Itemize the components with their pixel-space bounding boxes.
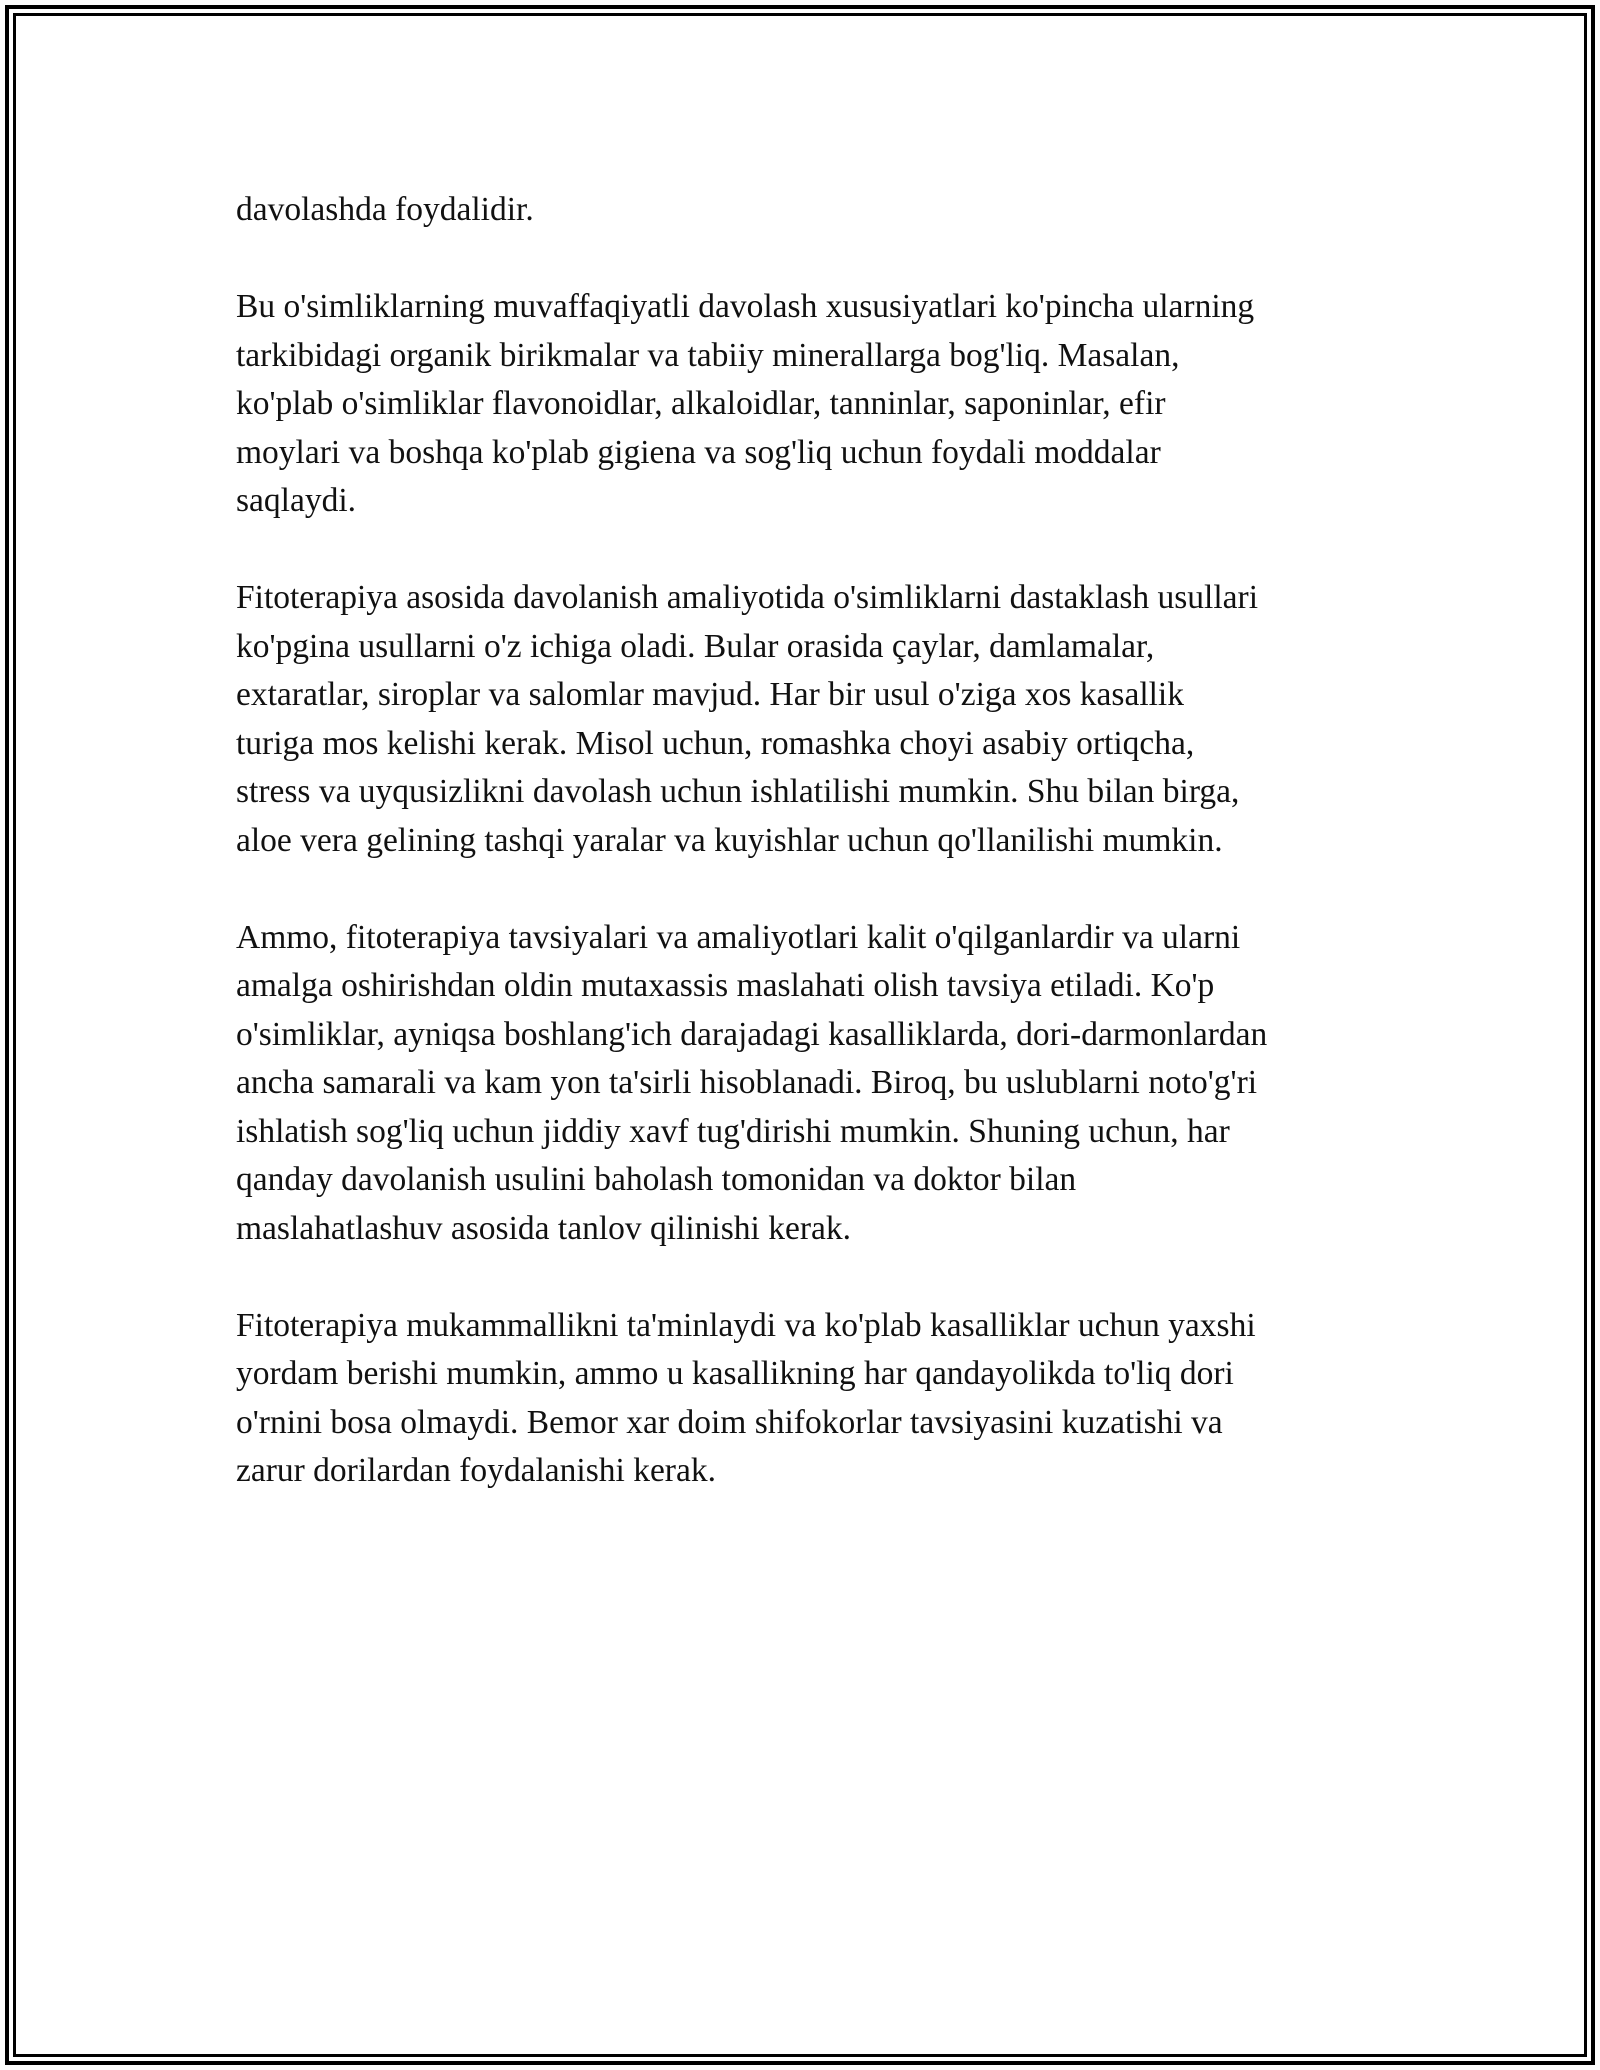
text-line: tarkibidagi organik birikmalar va tabiiy minerallarga bog'liq. Masalan, bbox=[236, 336, 1180, 374]
text-line: moylari va boshqa ko'plab gigiena va sog'liq uchun foydali moddalar bbox=[236, 433, 1161, 471]
text-line: ancha samarali va kam yon ta'sirli hisoblanadi. Biroq, bu uslublarni noto'g'ri bbox=[236, 1064, 1258, 1101]
document-body bbox=[236, 186, 1381, 1544]
text-line: Bu o'simliklarning muvaffaqiyatli davolash xususiyatlari ko'pincha ularning bbox=[236, 288, 1255, 325]
paragraph bbox=[236, 283, 1381, 526]
text-line: ishlatish sog'liq uchun jiddiy xavf tug'dirishi mumkin. Shuning uchun, har bbox=[236, 1112, 1230, 1150]
text-line: yordam berishi mumkin, ammo u kasallikning har qandayolikda to'liq dori bbox=[236, 1355, 1234, 1392]
text-line: qanday davolanish usulini baholash tomonidan va doktor bilan bbox=[236, 1161, 1077, 1198]
text-line: Ammo, fitoterapiya tavsiyalari va amaliyotlari kalit o'qilganlardir va ularni bbox=[236, 918, 1241, 956]
text-line: maslahatlashuv asosida tanlov qilinishi kerak. bbox=[236, 1209, 851, 1247]
text-line: ko'plab o'simliklar flavonoidlar, alkaloidlar, tanninlar, saponinlar, efir bbox=[236, 385, 1166, 422]
text-line: ko'pgina usullarni o'z ichiga oladi. Bular orasida çaylar, damlamalar, bbox=[236, 627, 1155, 665]
text-line: extaratlar, siroplar va salomlar mavjud. Har bir usul o'ziga xos kasallik bbox=[236, 676, 1184, 713]
text-line: o'rnini bosa olmaydi. Bemor xar doim shifokorlar tavsiyasini kuzatishi va bbox=[236, 1403, 1223, 1441]
paragraph bbox=[236, 1302, 1381, 1496]
paragraph bbox=[236, 186, 1381, 235]
text-line: aloe vera gelining tashqi yaralar va kuyishlar uchun qo'llanilishi mumkin. bbox=[236, 821, 1223, 859]
text-line: Fitoterapiya mukammallikni ta'minlaydi va ko'plab kasalliklar uchun yaxshi bbox=[236, 1306, 1256, 1344]
paragraph bbox=[236, 914, 1381, 1254]
text-line: zarur dorilardan foydalanishi kerak. bbox=[236, 1452, 716, 1489]
paragraph bbox=[236, 574, 1381, 865]
text-line: stress va uyqusizlikni davolash uchun ishlatilishi mumkin. Shu bilan birga, bbox=[236, 773, 1240, 810]
text-line: davolashda foydalidir. bbox=[236, 191, 534, 228]
text-line: o'simliklar, ayniqsa boshlang'ich darajadagi kasalliklarda, dori-darmonlardan bbox=[236, 1015, 1268, 1053]
text-line: turiga mos kelishi kerak. Misol uchun, romashka choyi asabiy ortiqcha, bbox=[236, 724, 1195, 762]
text-line: Fitoterapiya asosida davolanish amaliyotida o'simliklarni dastaklash usullari bbox=[236, 579, 1258, 616]
text-line: saqlaydi. bbox=[236, 482, 357, 519]
text-line: amalga oshirishdan oldin mutaxassis maslahati olish tavsiya etiladi. Ko'p bbox=[236, 967, 1215, 1004]
